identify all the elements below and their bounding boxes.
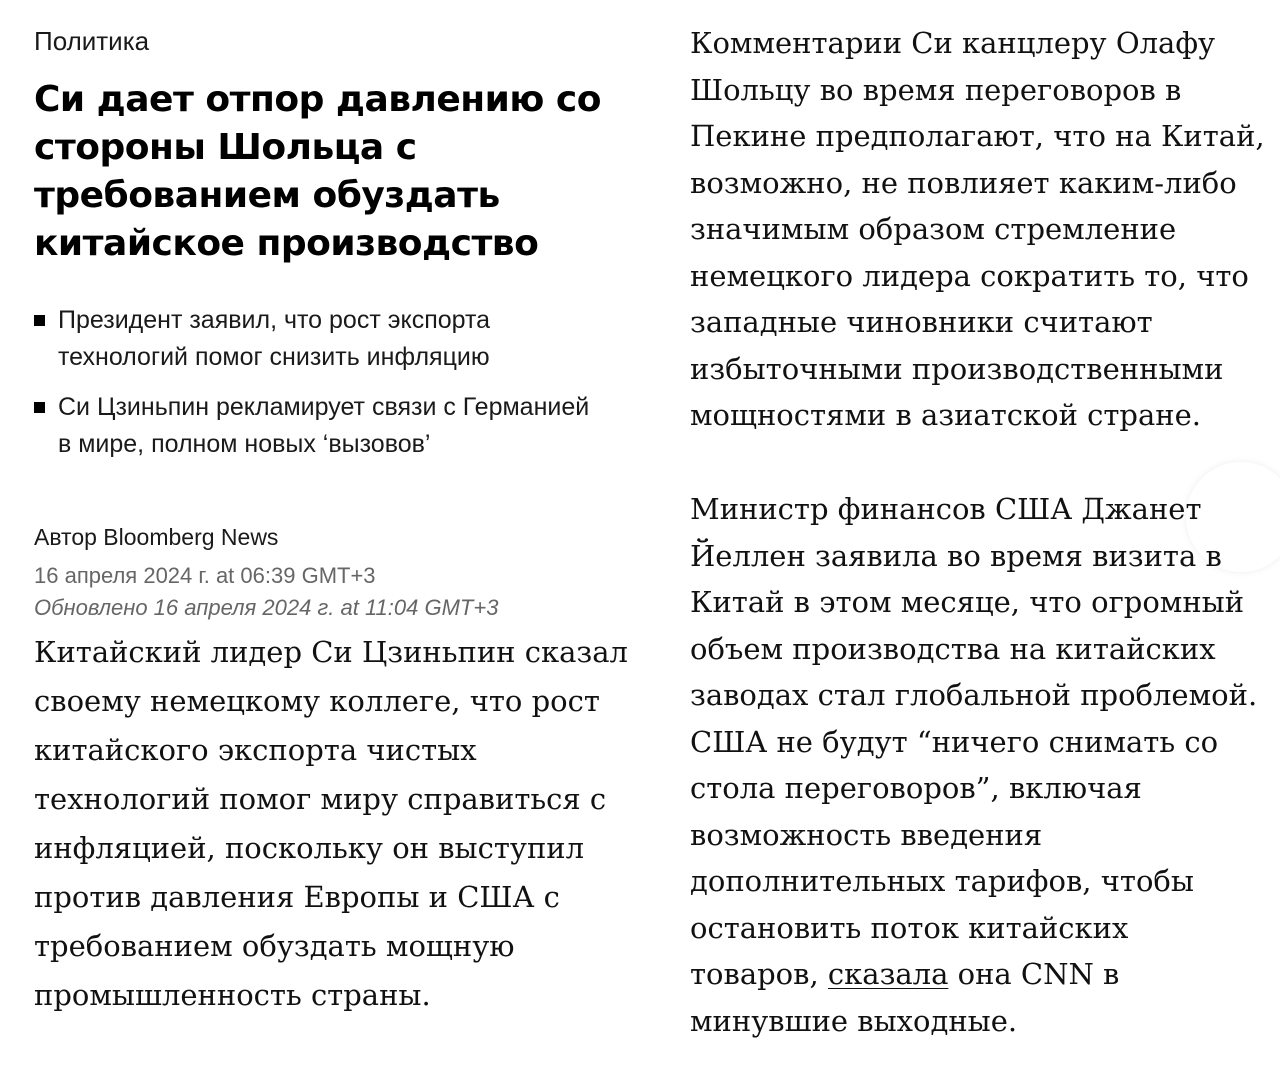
paragraph-text: Министр финансов США Джанет Йеллен заявила во время визита в Китай в этом месяце, что огромный объем производства на китайских заводах стал глобальной проблемой. США не будут “ничего снимать со стола переговоров”, включая возможность введения дополнительных тарифов, чтобы остановить поток китайских товаров, — [690, 492, 1258, 991]
bullet-text: Си Цзиньпин рекламирует связи с Германией в мире, полном новых ‘вызовов’ — [58, 393, 590, 458]
paragraph-text: она CNN в минувшие выходные. — [690, 957, 1120, 1038]
section-label[interactable]: Политика — [34, 26, 150, 56]
summary-bullets — [34, 302, 594, 476]
publish-date: 16 апреля 2024 г. at 06:39 GMT+3 — [34, 563, 376, 588]
updated-date: Обновлено 16 апреля 2024 г. at 11:04 GMT+3 — [34, 595, 499, 620]
article-headline: Си дает отпор давлению со стороны Шольца с требованием обуздать китайское производство — [34, 79, 601, 264]
bullet-item — [34, 302, 594, 376]
continuation-paragraph-1: Комментарии Си канцлеру Олафу Шольцу во время переговоров в Пекине предполагают, что на Китай, возможно, не повлияет каким-либо значимым образом стремление немецкого лидера сократить то, что западные чиновники считают избыточными производственными мощностями в азиатской стране. — [690, 26, 1265, 432]
continuation-paragraph-2 — [690, 486, 1265, 1044]
bullet-text: Президент заявил, что рост экспорта технологий помог снизить инфляцию — [58, 306, 491, 371]
author-byline[interactable]: Автор Bloomberg News — [34, 524, 279, 550]
source-link[interactable]: сказала — [827, 957, 949, 991]
article-lead-paragraph: Китайский лидер Си Цзиньпин сказал своему немецкому коллеге, что рост китайского экспорта чистых технологий помог миру справиться с инфляцией, поскольку он выступил против давления Европы и США с требованием обуздать мощную промышленность страны. — [34, 635, 628, 1012]
bullet-square-icon — [34, 402, 45, 413]
bullet-item — [34, 389, 594, 463]
bullet-square-icon — [34, 315, 45, 326]
